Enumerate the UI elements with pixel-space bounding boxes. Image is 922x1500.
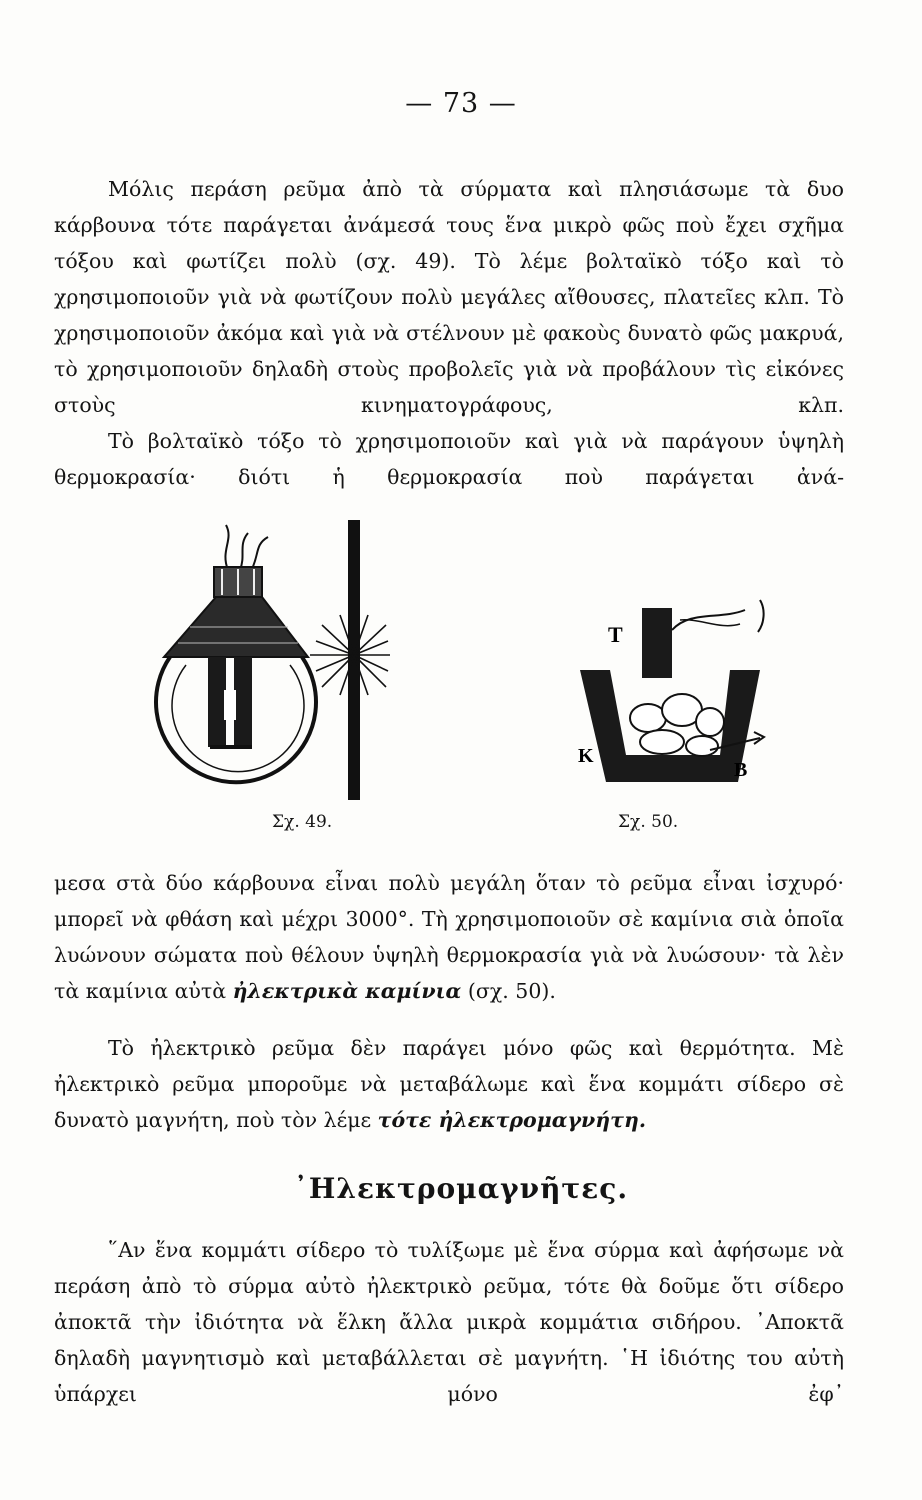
figure-50-caption: Σχ. 50. [618, 812, 679, 832]
paragraph-voltaic-arc: Μόλις περάση ρεῦμα ἀπὸ τὰ σύρματα καὶ πλησιάσωμε τὰ δυο κάρβουνα τότε παράγεται ἀνάμεσά τους ἕνα μικρὸ φῶς ποὺ ἔχει σχῆμα τόξου καὶ φωτίζει πολὺ (σχ. 49). Τὸ λέμε βολταϊκὸ τόξο καὶ τὸ χρησιμοποιοῦν γιὰ νὰ φωτίζουν πολὺ μεγάλες αἴθουσες, πλατεῖες κλπ. Τὸ χρησιμοποιοῦν ἀκόμα καὶ γιὰ νὰ στέλνουν μὲ φακοὺς δυνατὸ φῶς μακρυά, τὸ χρησιμοποιοῦν δηλαδὴ στοὺς προβολεῖς γιὰ νὰ προβάλουν τὶς εἰκόνες στοὺς κινηματογράφους, κλπ. [54, 177, 844, 417]
paragraph-electromagnet-intro-text: Τὸ ἠλεκτρικὸ ρεῦμα δὲν παράγει μόνο φῶς καὶ θερμότητα. Μὲ ἠλεκτρικὸ ρεῦμα μποροῦμε νὰ μεταβάλωμε καὶ ἕνα κομμάτι σίδερο σὲ δυνατὸ μαγνήτη, ποὺ τὸν λέμε [54, 1036, 844, 1132]
term-electric-furnaces: ἠλεκτρικὰ καμίνια [232, 979, 462, 1003]
figure-49-arc-lamp [150, 515, 390, 810]
fig50-label-t: T [608, 622, 623, 647]
figure-49-caption: Σχ. 49. [272, 812, 333, 832]
page-number: — 73 — [405, 88, 517, 119]
paragraph-electric-furnaces [54, 865, 844, 1009]
paragraph-electromagnet-intro [54, 1030, 844, 1138]
fig50-label-k: K [578, 745, 594, 767]
section-heading-electromagnets: ᾿Ηλεκτρομαγνῆτες. [293, 1172, 629, 1205]
paragraph-voltaic-heat: Τὸ βολταϊκὸ τόξο τὸ χρησιμοποιοῦν καὶ γιὰ νὰ παράγουν ὑψηλὴ θερμοκρασία· διότι ἡ θερμοκρασία ποὺ παράγεται ἀνά- [54, 429, 844, 489]
paragraph-electric-furnaces-text: μεσα στὰ δύο κάρβουνα εἶναι πολὺ μεγάλη ὅταν τὸ ρεῦμα εἶναι ἰσχυρό· μπορεῖ νὰ φθάση καὶ μέχρι 3000°. Τὴ χρησιμοποιοῦν σὲ καμίνια σιὰ ὁποῖα λυώνουν σώματα ποὺ θέλουν ὑψηλὴ θερμοκρασία γιὰ νὰ λυώσουν· τὰ λὲν τὰ καμίνια αὐτὰ [54, 871, 844, 1003]
paragraph-electric-furnaces-tail: (σχ. 50). [461, 979, 556, 1003]
paragraph-electromagnets: ῞Αν ἕνα κομμάτι σίδερο τὸ τυλίξωμε μὲ ἕνα σύρμα καὶ ἀφήσωμε νὰ περάση ἀπὸ τὸ σύρμα αὐτὸ ἠλεκτρικὸ ρεῦμα, τότε θὰ δοῦμε ὅτι σίδερο ἀποκτᾶ τὴν ἰδιότητα νὰ ἕλκη ἄλλα μικρὰ κομμάτια σιδήρου. ᾿Αποκτᾶ δηλαδὴ μαγνητισμὸ καὶ μεταβάλλεται σὲ μαγνήτη. ῾Η ἰδιότης του αὐτὴ ὑπάρχει μόνο ἐφ᾿ [54, 1238, 844, 1406]
fig50-label-b: B [734, 759, 748, 781]
figure-50-electric-furnace [570, 590, 780, 790]
term-electromagnet: τότε ἠλεκτρομαγνήτη. [377, 1108, 646, 1132]
